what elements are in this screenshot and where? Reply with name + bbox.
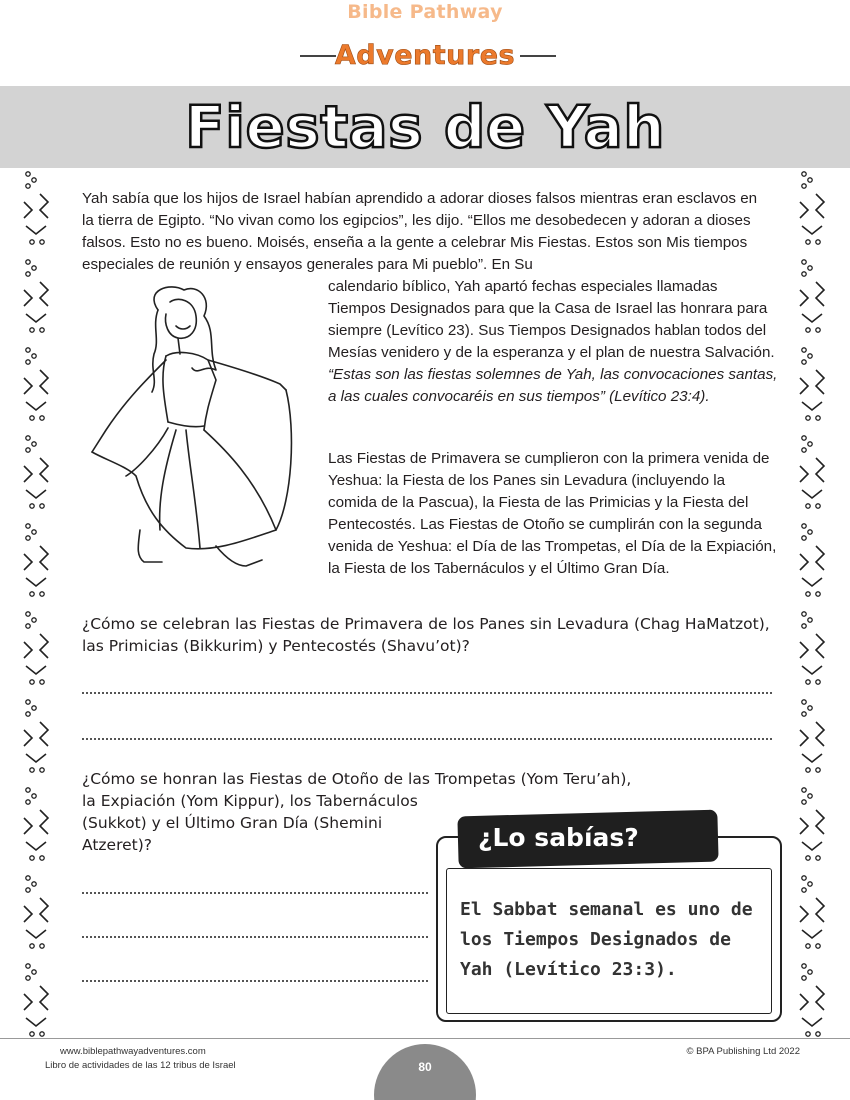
did-you-know-text: El Sabbat semanal es uno de los Tiempos Designados de Yah (Levítico 23:3). — [460, 899, 753, 980]
footer-website[interactable]: www.biblepathwayadventures.com — [60, 1046, 206, 1057]
page-title: Fiestas de Yah — [184, 93, 666, 161]
right-decorative-border — [796, 168, 830, 1048]
page-number: 80 — [418, 1060, 432, 1074]
intro-paragraph: Yah sabía que los hijos de Israel habían aprendido a adorar dioses falsos mientras eran esclavos en la tierra de Egipto. “No vivan como los egipcios”, les dijo. “Ellos me desobedecen y adoran a dioses falsos. Esto no es bueno. Moisés, enseña a la gente a celebrar Mis Fiestas. Estos son Mis tiempos especiales de reunión y ensayos generales para Mi pueblo”. En Su — [82, 190, 758, 274]
intro-paragraph-continued — [328, 276, 778, 409]
logo-rule-right — [520, 55, 556, 57]
question-1: ¿Cómo se celebran las Fiestas de Primavera de los Panes sin Levadura (Chag HaMatzot), las Primicias (Bikkurim) y Pentecostés (Shavu’ot)? — [82, 615, 770, 655]
answer-line-5[interactable] — [82, 980, 428, 982]
answer-line-4[interactable] — [82, 936, 428, 938]
did-you-know-title: ¿Lo sabías? — [478, 823, 639, 852]
footer-divider — [0, 1038, 850, 1039]
logo-top-text: Bible Pathway — [347, 1, 503, 23]
dancing-woman-illustration — [66, 280, 326, 580]
answer-line-3[interactable] — [82, 892, 428, 894]
footer-book-title: Libro de actividades de las 12 tribus de Israel — [45, 1060, 236, 1071]
left-decorative-border — [20, 168, 54, 1048]
answer-line-1[interactable] — [82, 692, 772, 694]
question-2-rest: la Expiación (Yom Kippur), los Tabernáculos (Sukkot) y el Último Gran Día (Shemini Atzeret)? — [82, 792, 418, 854]
answer-line-2[interactable] — [82, 738, 772, 740]
publisher-logo — [0, 0, 850, 84]
feasts-paragraph: Las Fiestas de Primavera se cumplieron con la primera venida de Yeshua: la Fiesta de los Panes sin Levadura (incluyendo la comida de la Pascua), la Fiesta de las Primicias y la Fiesta del Pentecostés. Las Fiestas de Otoño se cumplirán con la segunda venida de Yeshua: el Día de las Trompetas, el Día de la Expiación, la Fiesta de los Tabernáculos y el Último Gran Día. — [328, 450, 777, 578]
scripture-quote: “Estas son las fiestas solemnes de Yah, las convocaciones santas, a las cuales convocaréis en sus tiempos” (Levítico 23:4). — [328, 366, 778, 406]
logo-main-text: Adventures — [334, 40, 516, 71]
footer-copyright: © BPA Publishing Ltd 2022 — [686, 1046, 800, 1057]
intro-wrap-text: calendario bíblico, Yah apartó fechas especiales llamadas Tiempos Designados para que la Casa de Israel las honrara para siempre (Levítico 23). Sus Tiempos Designados hablan todos del Mesías venidero y de la esperanza y el plan de nuestra Salvación. — [328, 278, 775, 362]
question-2-line1: ¿Cómo se honran las Fiestas de Otoño de las Trompetas (Yom Teru’ah), — [82, 770, 632, 788]
